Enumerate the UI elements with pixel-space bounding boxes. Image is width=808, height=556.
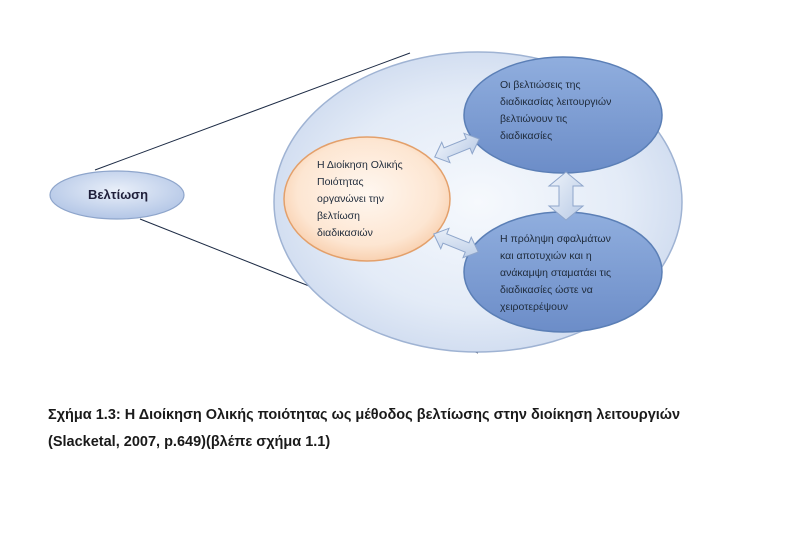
caption-line-2: (Slacketal, 2007, p.649)(βλέπε σχήμα 1.1)	[48, 434, 331, 450]
tqm-line-2: Ποιότητας	[317, 176, 364, 188]
top-line-1: Οι βελτιώσεις της	[500, 79, 581, 91]
top-line-4: διαδικασίες	[500, 130, 553, 142]
bottom-line-3: ανάκαμψη σταματάει τις	[500, 267, 612, 279]
figure-caption	[48, 402, 788, 456]
tqm-line-1: Η Διοίκηση Ολικής	[317, 159, 403, 171]
bottom-line-2: και αποτυχιών και η	[500, 250, 592, 262]
bottom-line-5: χειροτερέψουν	[500, 301, 568, 313]
tqm-line-5: διαδικασιών	[317, 227, 373, 239]
top-line-3: βελτιώνουν τις	[500, 113, 568, 125]
top-line-2: διαδικασίας λειτουργιών	[500, 96, 612, 108]
caption-line-1: Σχήμα 1.3: Η Διοίκηση Ολικής ποιότητας ως μέθοδος βελτίωσης στην διοίκηση λειτουργιών	[48, 407, 681, 423]
tqm-line-3: οργανώνει την	[317, 193, 384, 205]
tqm-line-4: βελτίωση	[317, 210, 360, 222]
bottom-line-1: Η πρόληψη σφαλμάτων	[500, 233, 611, 245]
bottom-line-4: διαδικασίες ώστε να	[500, 284, 593, 296]
improvement-label: Βελτίωση	[88, 187, 149, 202]
